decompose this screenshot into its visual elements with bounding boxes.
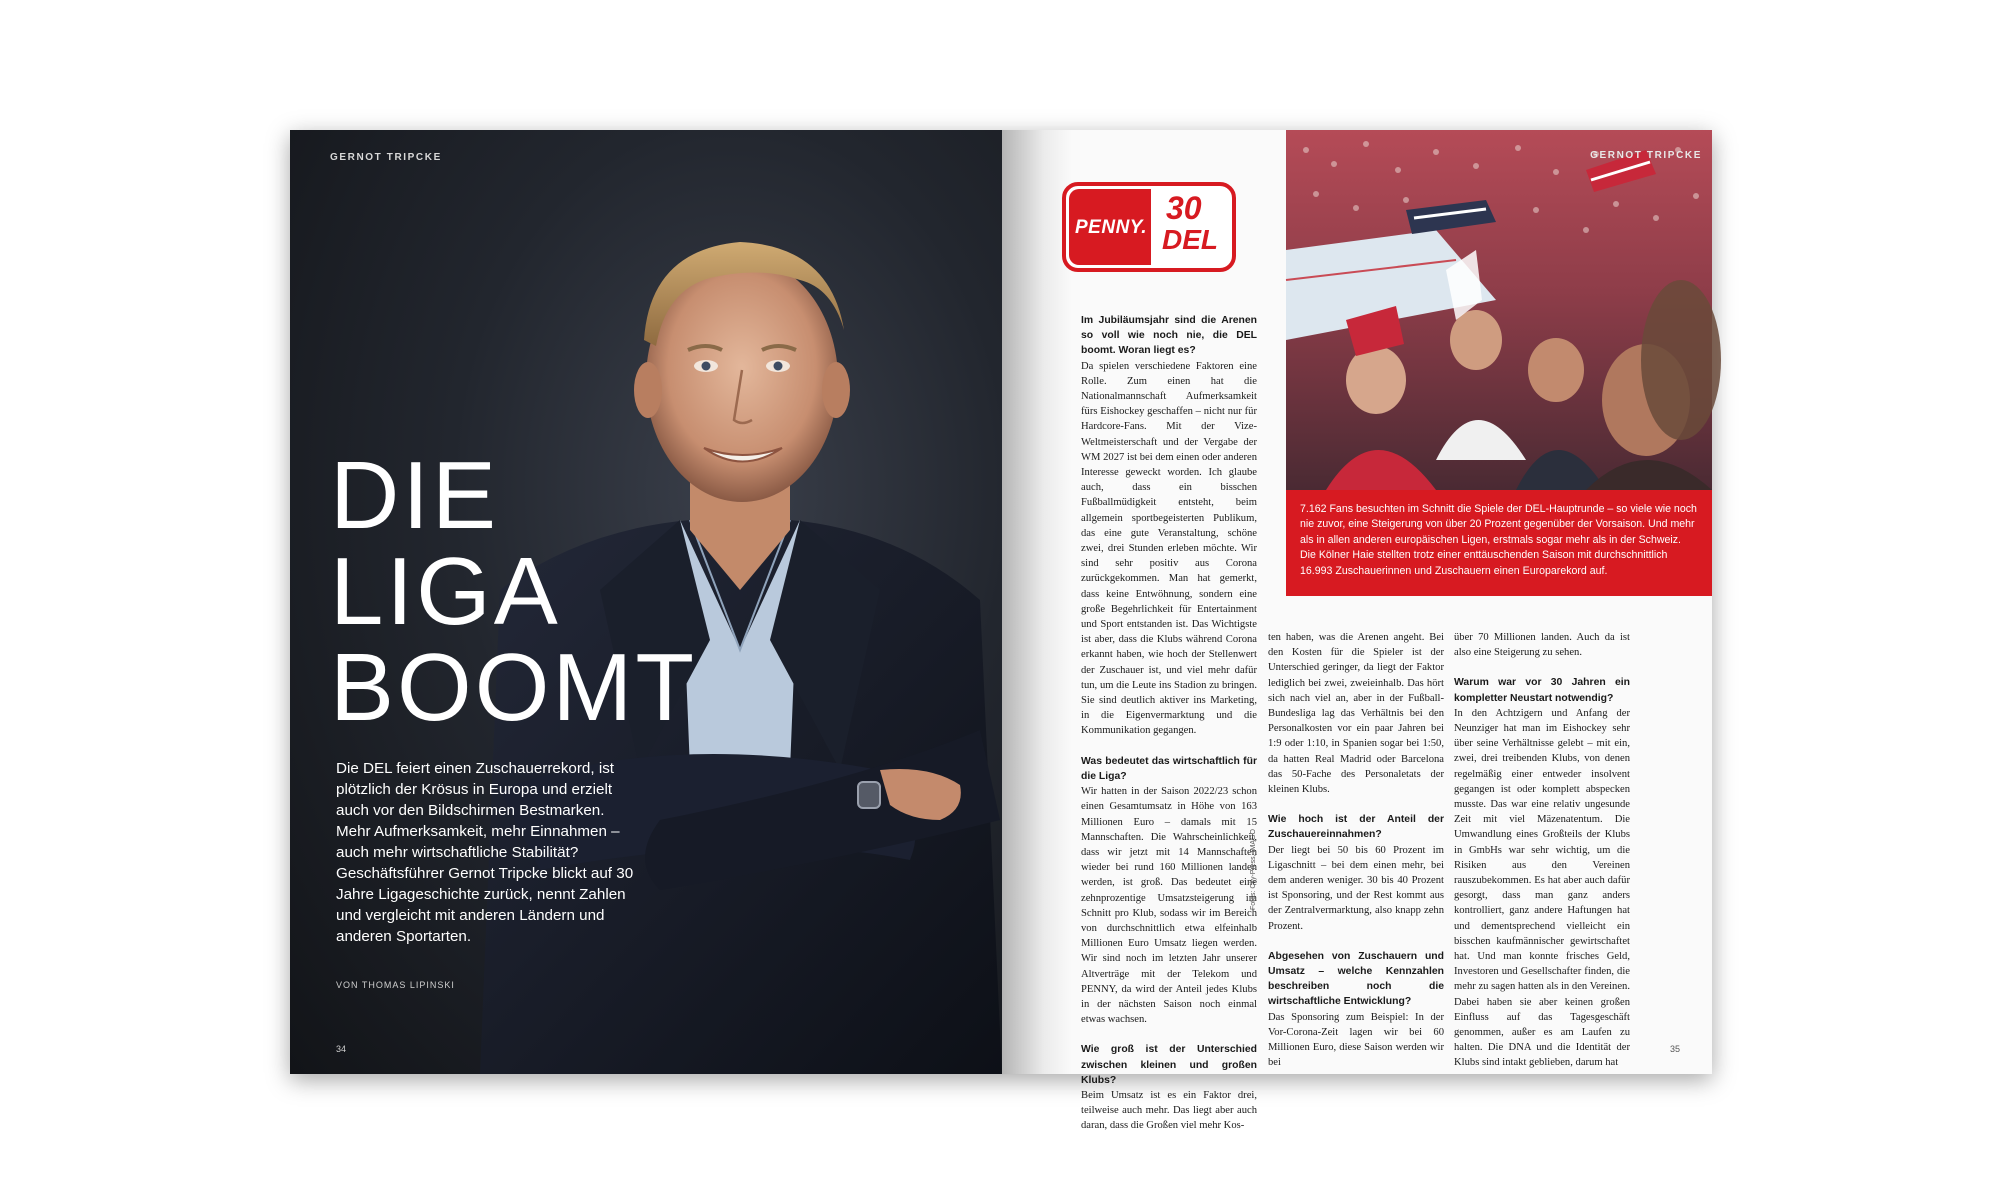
penny-logo-text: PENNY. [1075,217,1147,238]
answer: über 70 Millionen landen. Auch da ist also eine Steigerung zu sehen. [1454,632,1630,659]
article-column-1 [1081,313,1257,1132]
magazine-spread [290,130,1712,1132]
photo-caption: 7.162 Fans besuchten im Schnitt die Spiele der DEL-Hauptrunde – so viele wie noch nie zuvor, eine Steigerung von über 20 Prozent gegenüber der Vorsaison. Und mehr als in allen anderen europäischen Ligen, erstmals sogar mehr als in der Schweiz. Die Kölner Haie stellten trotz einer enttäuschenden Saison mit durchschnittlich 16.993 Zuschauerinnen und Zuschauern einen Europarekord auf. [1286,490,1712,596]
answer: Beim Umsatz ist es ein Faktor drei, teilweise auch mehr. Das liegt aber auch daran, dass die Großen viel mehr Kos- [1081,1089,1257,1132]
headline-line-2: LIGA [330,538,561,645]
fans-photo [1286,130,1712,490]
logo-league-name: DEL [1162,224,1218,255]
answer: Da spielen verschiedene Faktoren eine Rolle. Zum einen hat die Nationalmannschaft Aufmerksamkeit fürs Eishockey geschaffen – nicht nur für Hardcore-Fans. Mit der Vize-Weltmeisterschaft und der Vergabe der WM 2027 ist bei dem einen oder anderen Interesse geweckt worden. Ich glaube auch, dass ein bisschen Fußballmüdigkeit entsteht, beim allgemein sportbegeisterten Publikum, das eine gute Veranstaltung, schöne zwei, drei Stunden erleben möchte. Wir sind sehr positiv aus Corona zurückgekommen. Man hat gemerkt, dass keine Entwöhnung, sondern eine große Begehrlichkeit für Entertainment und Sport entstanden ist. Das Wichtigste ist aber, dass die Klubs während Corona erkannt haben, wie hoch der Stellenwert der Zuschauer ist, und viel mehr dafür tun, um die Leute ins Stadion zu bringen. Sie sind deutlich aktiver ins Marketing, in die Eigenvermarktung und die Kommunikation gegangen. [1081,360,1257,737]
question: Was bedeutet das wirtschaftlich für die Liga? [1081,755,1257,782]
left-page [290,130,1002,1074]
right-page [1002,130,1712,1132]
answer: Das Sponsoring zum Beispiel: In der Vor-Corona-Zeit lagen wir bei 60 Millionen Euro, diese Saison werden wir bei [1268,1011,1444,1069]
photo-credit: Fotos: City-Press, IMAGO [1250,829,1257,910]
question: Wie hoch ist der Anteil der Zuschauereinnahmen? [1268,814,1444,841]
fans-photo-illustration [1286,130,1712,490]
page-number-left: 34 [336,1044,347,1054]
penny-logo-block [1069,189,1151,265]
question: Abgesehen von Zuschauern und Umsatz – welche Kennzahlen beschreiben noch die wirtschaftliche Entwicklung? [1268,950,1444,1008]
gutter-shadow [1002,130,1072,1074]
question: Warum war vor 30 Jahren ein kompletter Neustart notwendig? [1454,677,1630,704]
article-column-3 [1454,630,1630,1069]
answer: ten haben, was die Arenen angeht. Bei den Kosten für die Spieler ist der Unterschied geringer, da liegt der Faktor lediglich bei zwei, zweieinhalb. Das hört sich nach viel an, aber in der Fußball-Bundesliga lag das Verhältnis bei den Personalkosten vor ein paar Jahren bei 1:9 oder 1:10, in Spanien sogar bei 1:50, da hatten Real Madrid oder Barcelona das 50-Fache des Personaletats der kleinen Klubs. [1268,632,1444,796]
section-kicker: GERNOT TRIPCKE [330,152,442,163]
article-column-2 [1268,630,1444,1069]
photo-kicker: GERNOT TRIPCKE [1590,150,1702,161]
headline-line-3: BOOMT [330,634,697,741]
headline-line-1: DIE [330,442,500,549]
answer: In den Achtzigern und Anfang der Neunziger hat man im Eishockey sehr über seine Verhältnisse gelebt – mit ein, zwei, drei treibenden Klubs, von denen regelmäßig einer entweder insolvent gegangen ist oder komplett abspecken musste. Das war eine relativ ungesunde Zeit mit viel Mäzenatentum. Die Umwandlung eines Großteils der Klubs in GmbHs war sehr wichtig, um die Risiken aus den Vereinen rauszubekommen. Es hat aber auch dafür gesorgt, dass man ganz anders kontrolliert, ganz andere Haftungen hat und dementsprechend vielleicht ein bisschen kaufmännischer gewirtschaftet hat. Und man konnte frisches Geld, Investoren und Gesellschafter finden, die mehr zu sagen hatten als in den Vereinen. Dabei haben sie aber keinen großen Einfluss auf das Tagesgeschäft genommen, außer es am Laufen zu halten. Die DNA und die Identität der Klubs sind intakt geblieben, darum hat [1454,707,1630,1069]
page-number-right: 35 [1669,1044,1680,1054]
answer: Der liegt bei 50 bis 60 Prozent im Ligaschnitt – bei dem einen mehr, bei dem anderen weniger. 30 bis 40 Prozent ist Sponsoring, und der Rest kommt aus der Zentralvermarktung, also knapp zehn Prozent. [1268,844,1444,932]
answer: Wir hatten in der Saison 2022/23 schon einen Gesamtumsatz in Höhe von 163 Millionen Euro – damals mit 15 Mannschaften. Die Wahrscheinlichkeit, dass wir jetzt mit 14 Mannschaften wieder bei rund 160 Millionen landen werden, ist groß. Das bedeutet eine zehnprozentige Umsatzsteigerung im Schnitt pro Klub, sodass wir im Bereich von durchschnittlich etwa elfeinhalb Millionen Euro Umsatz liegen werden. Wir sind noch im letzten Jahr unserer Altverträge mit der Telekom und PENNY, da wird der Anteil jedes Klubs in der nächsten Saison noch einmal etwas wachsen. [1081,786,1257,1026]
penny-del-logo [1062,182,1236,272]
question: Wie groß ist der Unterschied zwischen kleinen und großen Klubs? [1081,1044,1257,1086]
byline: VON THOMAS LIPINSKI [336,980,455,990]
intro-teaser: Die DEL feiert einen Zuschauerrekord, ist plötzlich der Krösus in Europa und erzielt auch vor den Bildschirmen Bestmarken. Mehr Aufmerksamkeit, mehr Einnahmen – auch mehr wirtschaftliche Stabilität? Geschäftsführer Gernot Tripcke blickt auf 30 Jahre Ligageschichte zurück, nennt Zahlen und vergleicht mit anderen Ländern und anderen Sportarten. [336,760,634,945]
question: Im Jubiläumsjahr sind die Arenen so voll wie noch nie, die DEL boomt. Woran liegt es? [1081,315,1257,357]
headline [330,442,697,741]
logo-anniversary-number: 30 [1166,190,1202,226]
